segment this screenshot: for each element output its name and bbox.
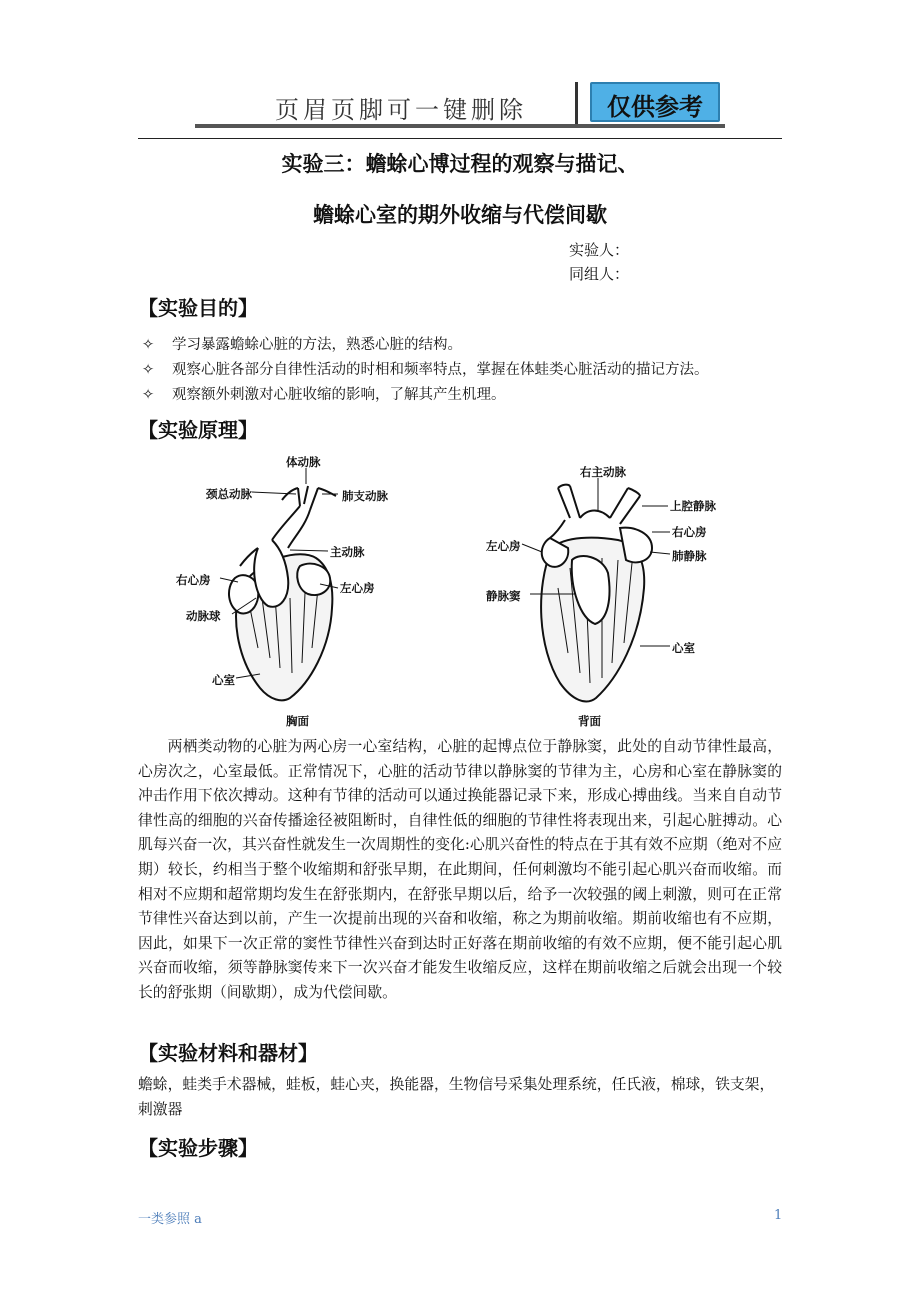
bullet-icon: ✧ <box>142 387 155 403</box>
experimenter-label: 实验人： <box>569 241 630 259</box>
principle-text: 两栖类动物的心脏为两心房一心室结构，心脏的起博点位于静脉窦，此处的自动节律性最高，心房次之，心室最低。正常情况下，心脏的活动节律以静脉窦的节律为主，心房和心室在静脉窦的冲击作用下依次搏动。这种有节律的活动可以通过换能器记录下来，形成心搏曲线。当来自自动节律性高的细胞的兴奋传播途径被阻断时，自律性低的细胞的节律性将表现出来，引起心脏搏动。心肌每兴奋一次，其兴奋性就发生一次周期性的变化:心肌兴奋性的特点在于其有效不应期（绝对不应期）较长，约相当于整个收缩期和舒张早期，在此期间，任何刺激均不能引起心肌兴奋而收缩。而相对不应期和超常期均发生在舒张期内，在舒张早期以后，给予一次较强的阈上刺激，则可在正常节律性兴奋达到以前，产生一次提前出现的兴奋和收缩，称之为期前收缩。期前收缩也有不应期，因此，如果下一次正常的窦性节律性兴奋到达时正好落在期前收缩的有效不应期，便不能引起心肌兴奋而收缩，须等静脉窦传来下一次兴奋才能发生收缩反应，这样在期前收缩之后就会出现一个较长的舒张期（间歇期），成为代偿间歇。 <box>138 738 782 1001</box>
caption-back: 背面 <box>578 714 601 728</box>
label-body-artery: 体动脉 <box>286 455 321 469</box>
principle-paragraph <box>138 735 782 1006</box>
section-purpose: 【实验目的】 <box>138 296 258 320</box>
bullet-icon: ✧ <box>142 362 155 378</box>
label-left-atrium-front: 左心房 <box>340 581 375 595</box>
section-principle: 【实验原理】 <box>138 418 258 442</box>
label-pulmonary-vein: 肺静脉 <box>672 549 707 563</box>
purpose-item-1 <box>142 333 462 354</box>
label-aorta: 主动脉 <box>330 545 365 559</box>
purpose-item-text: 观察额外刺激对心脏收缩的影响，了解其产生机理。 <box>172 387 506 403</box>
purpose-item-2 <box>142 358 709 379</box>
header-underline <box>195 124 725 128</box>
header-text: 页眉页脚可一键删除 <box>275 96 527 124</box>
page-title-line-1: 实验三：蟾蜍心博过程的观察与描记、 <box>281 152 639 176</box>
page-title-line-2: 蟾蜍心室的期外收缩与代偿间歇 <box>313 203 607 227</box>
page-header <box>195 82 725 128</box>
header-divider <box>575 82 578 128</box>
heart-anatomy-figure <box>140 448 780 733</box>
heart-back-drawing <box>541 485 652 702</box>
label-right-atrium-front: 右心房 <box>176 573 211 587</box>
label-pulmocutaneous-artery: 肺支动脉 <box>342 489 388 503</box>
partner-label: 同组人： <box>569 265 630 283</box>
label-right-aorta: 右主动脉 <box>580 465 626 479</box>
label-precaval-vein: 上腔静脉 <box>670 499 716 513</box>
label-ventricle-front: 心室 <box>212 673 235 687</box>
purpose-item-3 <box>142 383 506 404</box>
reference-stamp <box>590 82 720 122</box>
section-materials: 【实验材料和器材】 <box>138 1041 318 1065</box>
header-rule <box>138 138 782 139</box>
purpose-item-text: 学习暴露蟾蜍心脏的方法，熟悉心脏的结构。 <box>172 337 462 353</box>
caption-front: 胸面 <box>286 714 309 728</box>
label-sinus-venosus: 静脉窦 <box>486 589 521 603</box>
label-carotid-artery: 颈总动脉 <box>206 487 252 501</box>
page-number: 1 <box>774 1208 783 1223</box>
bullet-icon: ✧ <box>142 337 155 353</box>
label-right-atrium-back: 右心房 <box>672 525 707 539</box>
materials-text: 蟾蜍，蛙类手术器械，蛙板，蛙心夹，换能器，生物信号采集处理系统，任氏液，棉球，铁支架，刺激器 <box>138 1076 775 1118</box>
purpose-item-text: 观察心脏各部分自律性活动的时相和频率特点，掌握在体蛙类心脏活动的描记方法。 <box>172 362 709 378</box>
footer-left-text: 一类参照 a <box>138 1212 202 1227</box>
label-ventricle-back: 心室 <box>672 641 695 655</box>
heart-front-drawing <box>229 486 336 700</box>
label-left-atrium-back: 左心房 <box>486 539 521 553</box>
section-steps: 【实验步骤】 <box>138 1136 258 1160</box>
label-conus: 动脉球 <box>186 609 221 623</box>
stamp-text: 仅供参考 <box>607 93 703 121</box>
